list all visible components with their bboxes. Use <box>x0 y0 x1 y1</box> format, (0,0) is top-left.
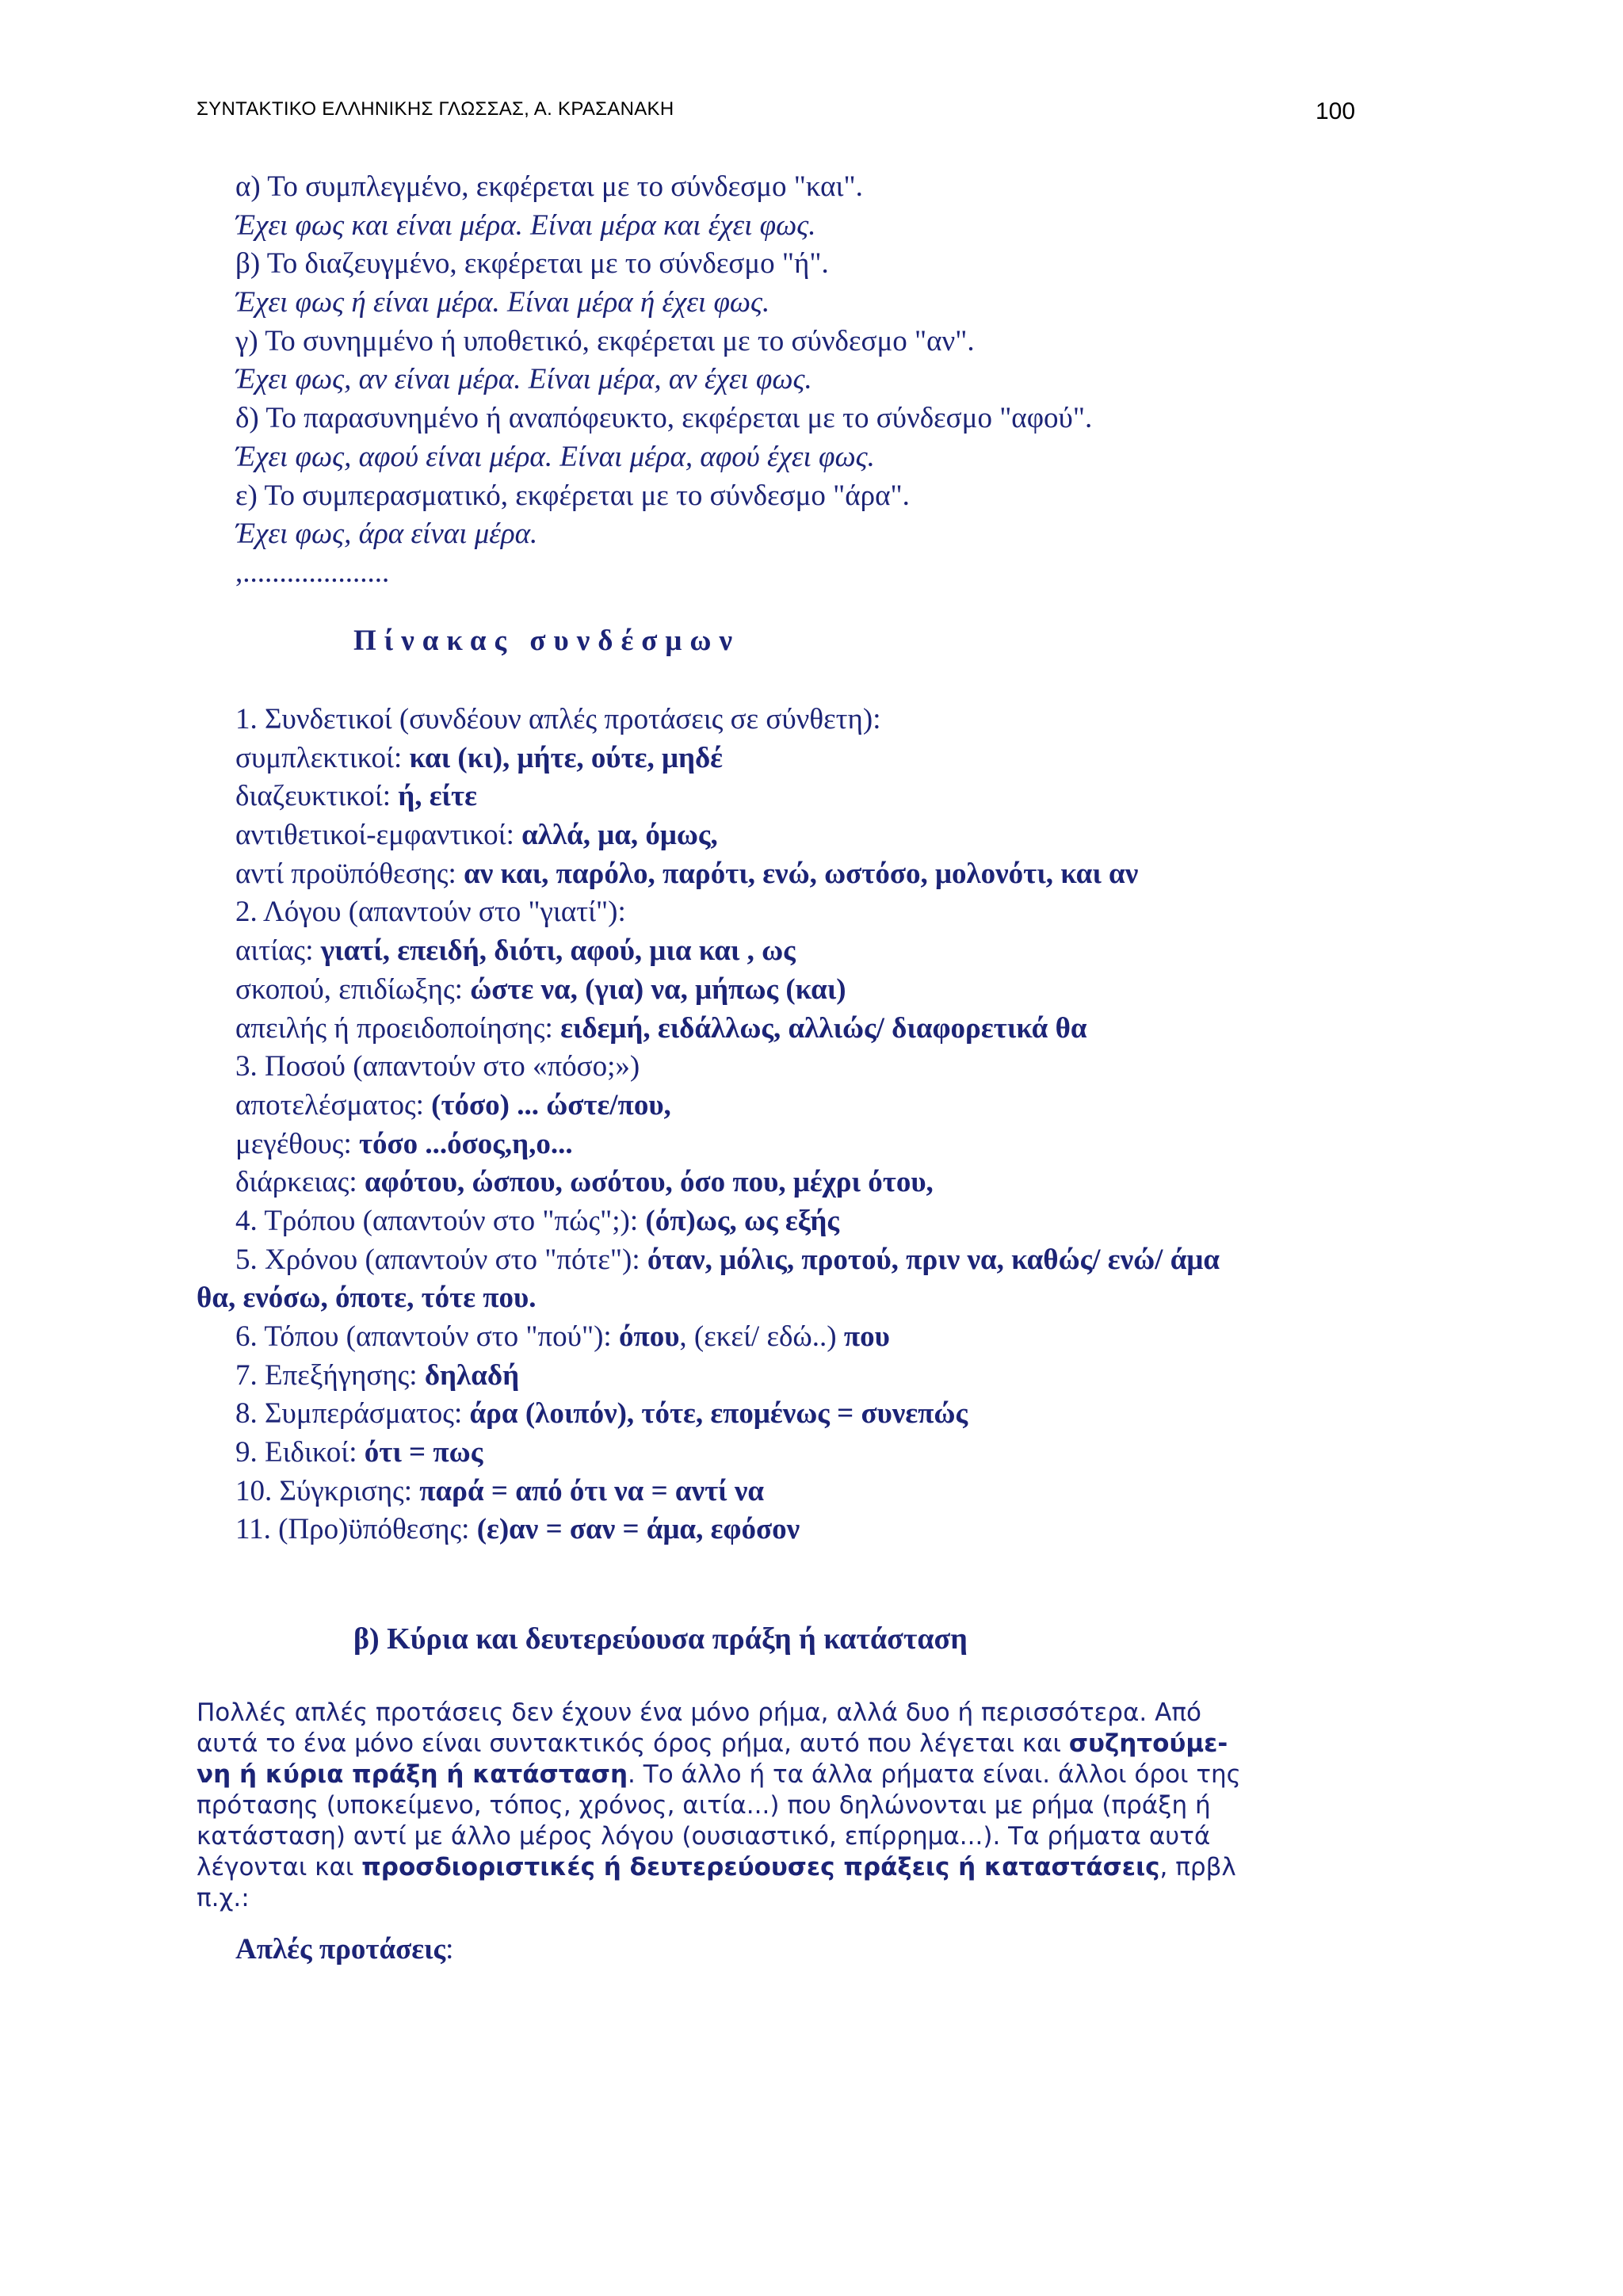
conjunction-words: δηλαδή <box>424 1358 520 1392</box>
conjunction-item <box>235 932 1392 971</box>
conjunction-words: όπου <box>618 1320 680 1353</box>
conjunction-item <box>235 1241 1392 1280</box>
conjunction-label: αντιθετικοί-εμφαντικοί: <box>235 819 522 852</box>
paragraph-line: π.χ.: <box>197 1884 250 1912</box>
conjunction-label: αιτίας: <box>235 934 321 968</box>
conjunction-words: που <box>843 1320 890 1353</box>
conjunction-label: 8. Συμπεράσματος: <box>235 1397 470 1431</box>
conjunction-label: 5. Χρόνου (απαντούν στο "πότε"): <box>235 1243 647 1276</box>
conjunction-label: συμπλεκτικοί: <box>235 741 410 774</box>
conjunction-label: αποτελέσματος: <box>235 1088 432 1121</box>
subheading-label: Απλές προτάσεις <box>235 1933 446 1966</box>
paragraph-text: αυτά το ένα μόνο είναι συντακτικός όρος ρήμα, αυτό που λέγεται και <box>197 1729 1069 1758</box>
intro-example: Έχει φως, άρα είναι μέρα. <box>235 518 538 551</box>
conjunction-label: 2. Λόγου (απαντούν στο "γιατί"): <box>235 896 626 929</box>
intro-lines <box>235 168 1377 593</box>
conjunction-label: διαζευκτικοί: <box>235 780 399 813</box>
conjunction-words: και (κι), μήτε, ούτε, μηδέ <box>409 741 723 774</box>
intro-ellipsis: ,.................... <box>235 556 390 589</box>
paragraph-line <box>197 1852 1376 1883</box>
conjunction-words: ότι = πως <box>364 1436 483 1469</box>
conjunction-label: 7. Επεξήγησης: <box>235 1358 425 1392</box>
conjunction-label: μεγέθους: <box>235 1127 359 1160</box>
conjunction-words: αν και, παρόλο, παρότι, ενώ, ωστόσο, μολονότι, και αν <box>464 857 1139 890</box>
conjunction-item <box>235 1202 1392 1241</box>
conjunction-item <box>235 739 1392 778</box>
paragraph-line: πρότασης (υποκείμενο, τόπος, χρόνος, αιτία...) που δηλώνονται με ρήμα (πράξη ή <box>197 1791 1211 1820</box>
conjunction-item <box>235 1048 1392 1087</box>
conjunction-label: διάρκειας: <box>235 1166 365 1199</box>
conjunction-item <box>235 1318 1392 1357</box>
paragraph-emphasis: προσδιοριστικές ή δευτερεύουσες πράξεις ή καταστάσεις <box>361 1853 1160 1881</box>
conjunction-item <box>235 701 1392 739</box>
conjunction-words: τόσο ...όσος,η,ο... <box>359 1127 573 1160</box>
conjunction-item <box>235 1163 1392 1202</box>
conjunction-words: ειδεμή, ειδάλλως, αλλιώς/ διαφορετικά θα <box>560 1011 1087 1045</box>
conjunction-words: παρά = από ότι να = αντί να <box>419 1474 765 1507</box>
paragraph-line <box>197 1729 1376 1759</box>
conjunction-item <box>235 816 1392 855</box>
conjunction-item <box>235 1395 1392 1434</box>
conjunction-item <box>235 1010 1392 1049</box>
conjunction-list <box>197 701 1392 1549</box>
conjunction-label: απειλής ή προειδοποίησης: <box>235 1011 561 1045</box>
conjunction-item <box>235 855 1392 894</box>
conjunction-words: (ε)αν = σαν = άμα, εφόσον <box>476 1513 800 1546</box>
subheading-colon: : <box>445 1933 454 1966</box>
conjunction-rest: , (εκεί/ εδώ..) <box>679 1320 844 1353</box>
conjunction-label: 4. Τρόπου (απαντούν στο "πώς";): <box>235 1204 646 1237</box>
paragraph-text: , πρβλ <box>1159 1853 1236 1881</box>
page-number: 100 <box>1316 98 1356 124</box>
intro-line: α) Το συμπλεγμένο, εκφέρεται με το σύνδεσμο "και". <box>235 170 863 203</box>
conjunction-item <box>235 893 1392 932</box>
conjunction-words: αλλά, μα, όμως, <box>521 819 718 852</box>
conjunction-words: θα, ενόσω, όποτε, τότε που. <box>197 1282 537 1315</box>
conjunction-item <box>235 1473 1392 1511</box>
paragraph-emphasis: νη ή κύρια πράξη ή κατάσταση <box>197 1760 628 1789</box>
conjunction-words: αφότου, ώσπου, ωσότου, όσο που, μέχρι ότου, <box>364 1166 934 1199</box>
conjunction-label: 1. Συνδετικοί (συνδέουν απλές προτάσεις σε σύνθετη): <box>235 703 881 735</box>
paragraph-text: λέγονται και <box>197 1853 362 1881</box>
header-title: ΣΥΝΤΑΚΤΙΚΟ ΕΛΛΗΝΙΚΗΣ ΓΛΩΣΣΑΣ, Α. ΚΡΑΣΑΝΑΚΗ <box>197 98 674 120</box>
conjunction-words: γιατί, επειδή, διότι, αφού, μια και , ως <box>320 934 796 968</box>
conjunction-item <box>235 1511 1392 1549</box>
paragraph-emphasis: συζητούμε- <box>1068 1729 1228 1758</box>
conjunction-words: ώστε να, (για) να, μήπως (και) <box>470 972 846 1006</box>
table-title: Πίνακας συνδέσμων <box>353 625 740 657</box>
conjunction-words: άρα (λοιπόν), τότε, επομένως = συνεπώς <box>469 1397 968 1431</box>
conjunction-label: 11. (Προ)ϋπόθεσης: <box>235 1513 477 1546</box>
conjunction-item <box>235 971 1392 1010</box>
conjunction-label: 10. Σύγκρισης: <box>235 1474 420 1507</box>
conjunction-item <box>235 777 1392 816</box>
paragraph-text: . Το άλλο ή τα άλλα ρήματα είναι. άλλοι όροι της <box>628 1760 1241 1789</box>
conjunction-label: 9. Ειδικοί: <box>235 1436 365 1469</box>
intro-line: γ) Το συνημμένο ή υποθετικό, εκφέρεται με το σύνδεσμο "αν". <box>235 324 975 357</box>
conjunction-label: αντί προϋπόθεσης: <box>235 857 464 890</box>
conjunction-item <box>235 1434 1392 1473</box>
conjunction-words: όταν, μόλις, προτού, πριν να, καθώς/ ενώ/ άμα <box>647 1243 1220 1276</box>
conjunction-words: (τόσο) ... ώστε/που, <box>431 1088 671 1121</box>
conjunction-label: σκοπού, επιδίωξης: <box>235 972 471 1006</box>
conjunction-item <box>235 1357 1392 1396</box>
conjunction-item <box>235 1125 1392 1164</box>
conjunction-item <box>235 1087 1392 1125</box>
conjunction-label: 6. Τόπου (απαντούν στο "πού"): <box>235 1320 619 1353</box>
paragraph-line: Πολλές απλές προτάσεις δεν έχουν ένα μόνο ρήμα, αλλά δυο ή περισσότερα. Από <box>197 1698 1201 1727</box>
subheading-simple-sentences <box>235 1932 453 1966</box>
intro-line: β) Το διαζευγμένο, εκφέρεται με το σύνδεσμο "ή". <box>235 247 829 281</box>
body-paragraph <box>197 1698 1376 1914</box>
conjunction-continuation <box>197 1279 1392 1318</box>
conjunction-words: ή, είτε <box>398 780 477 813</box>
section-heading: β) Κύρια και δευτερεύουσα πράξη ή κατάσταση <box>353 1622 968 1656</box>
paragraph-line <box>197 1759 1376 1790</box>
intro-example: Έχει φως ή είναι μέρα. Είναι μέρα ή έχει φως. <box>235 286 770 319</box>
conjunction-label: 3. Ποσού (απαντούν στο «πόσο;») <box>235 1050 640 1083</box>
paragraph-line: κατάσταση) αντί με άλλο μέρος λόγου (ουσιαστικό, επίρρημα...). Τα ρήματα αυτά <box>197 1822 1211 1851</box>
intro-example: Έχει φως και είναι μέρα. Είναι μέρα και έχει φως. <box>235 208 816 242</box>
intro-example: Έχει φως, αφού είναι μέρα. Είναι μέρα, αφού έχει φως. <box>235 440 875 473</box>
intro-line: δ) Το παρασυνημένο ή αναπόφευκτο, εκφέρεται με το σύνδεσμο "αφού". <box>235 402 1093 435</box>
intro-line: ε) Το συμπερασματικό, εκφέρεται με το σύνδεσμο "άρα". <box>235 479 910 512</box>
intro-example: Έχει φως, αν είναι μέρα. Είναι μέρα, αν έχει φως. <box>235 363 812 396</box>
conjunction-words: (όπ)ως, ως εξής <box>645 1204 839 1237</box>
